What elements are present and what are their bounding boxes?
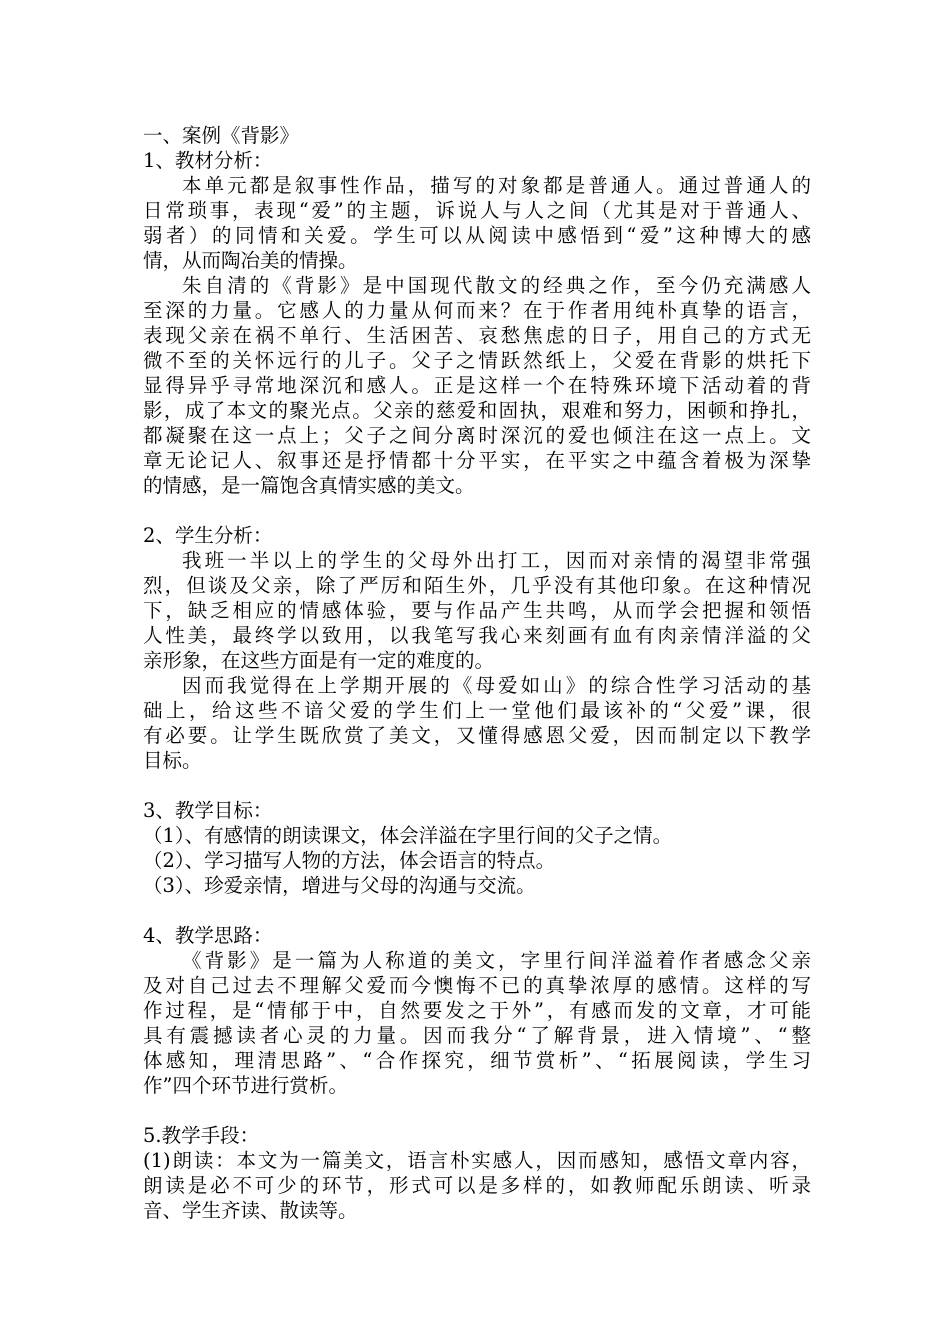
paragraph-line: 的情感，是一篇饱含真情实感的美文。 <box>143 474 475 497</box>
objective-item: （3）、珍爱亲情，增进与父母的沟通与交流。 <box>143 874 536 897</box>
paragraph-line: 微不至的关怀远行的儿子。父子之情跃然纸上，父爱在背影的烘托下 <box>143 349 811 372</box>
paragraph-line: 础上，给这些不谙父爱的学生们上一堂他们最该补的“父爱”课，很 <box>143 699 811 722</box>
paragraph-line: 都凝聚在这一点上；父子之间分离时深沉的爱也倾注在这一点上。文 <box>143 424 811 447</box>
paragraph-line: 体感知，理清思路”、“合作探究，细节赏析”、“拓展阅读，学生习 <box>143 1049 811 1072</box>
paragraph-line: 朗读是必不可少的环节，形式可以是多样的，如教师配乐朗读、听录 <box>143 1174 811 1197</box>
objective-item: （2）、学习描写人物的方法，体会语言的特点。 <box>143 849 556 872</box>
objective-item: （1）、有感情的朗读课文，体会洋溢在字里行间的父子之情。 <box>143 824 673 847</box>
blank-line <box>143 498 811 523</box>
blank-line <box>143 773 811 798</box>
paragraph-line: 我班一半以上的学生的父母外出打工，因而对亲情的渴望非常强 <box>182 549 811 572</box>
blank-line <box>143 1098 811 1123</box>
section-heading: 1、教材分析： <box>143 149 273 172</box>
paragraph-line: (1)朗读：本文为一篇美文，语言朴实感人，因而感知，感悟文章内容， <box>143 1149 811 1172</box>
paragraph-line: 表现父亲在祸不单行、生活困苦、哀愁焦虑的日子，用自己的方式无 <box>143 324 811 347</box>
paragraph-line: 具有震撼读者心灵的力量。因而我分“了解背景，进入情境”、“整 <box>143 1024 811 1047</box>
paragraph-line: 至深的力量。它感人的力量从何而来？在于作者用纯朴真挚的语言， <box>143 299 811 322</box>
blank-line <box>143 898 811 923</box>
paragraph-line: 目标。 <box>143 749 202 772</box>
paragraph-line: 朱自清的《背影》是中国现代散文的经典之作，至今仍充满感人 <box>182 274 811 297</box>
section-heading: 5.教学手段： <box>143 1124 260 1147</box>
paragraph-line: 《背影》是一篇为人称道的美文，字里行间洋溢着作者感念父亲 <box>182 949 811 972</box>
document-page <box>143 123 811 1223</box>
paragraph-line: 人性美，最终学以致用，以我笔写我心来刻画有血有肉亲情洋溢的父 <box>143 624 811 647</box>
document-title: 一、案例《背影》 <box>143 124 300 147</box>
paragraph-line: 亲形象，在这些方面是有一定的难度的。 <box>143 649 495 672</box>
paragraph-line: 影，成了本文的聚光点。父亲的慈爱和固执，艰难和努力，困顿和挣扎， <box>143 399 811 422</box>
paragraph-line: 弱者）的同情和关爱。学生可以从阅读中感悟到“爱”这种博大的感 <box>143 224 811 247</box>
paragraph-line: 章无论记人、叙事还是抒情都十分平实，在平实之中蕴含着极为深挚 <box>143 449 811 472</box>
paragraph-line: 音、学生齐读、散读等。 <box>143 1199 358 1222</box>
paragraph-line: 情，从而陶冶美的情操。 <box>143 249 358 272</box>
section-heading: 4、教学思路： <box>143 924 273 947</box>
paragraph-line: 下，缺乏相应的情感体验，要与作品产生共鸣，从而学会把握和领悟 <box>143 599 811 622</box>
paragraph-line: 烈，但谈及父亲，除了严厉和陌生外，几乎没有其他印象。在这种情况 <box>143 574 811 597</box>
section-heading: 3、教学目标： <box>143 799 273 822</box>
paragraph-line: 本单元都是叙事性作品，描写的对象都是普通人。通过普通人的 <box>182 174 811 197</box>
paragraph-line: 作”四个环节进行赏析。 <box>143 1074 348 1097</box>
paragraph-line: 作过程，是“情郁于中，自然要发之于外”，有感而发的文章，才可能 <box>143 999 811 1022</box>
paragraph-line: 因而我觉得在上学期开展的《母爱如山》的综合性学习活动的基 <box>182 674 811 697</box>
paragraph-line: 有必要。让学生既欣赏了美文，又懂得感恩父爱，因而制定以下教学 <box>143 724 811 747</box>
paragraph-line: 日常琐事，表现“爱”的主题，诉说人与人之间（尤其是对于普通人、 <box>143 199 811 222</box>
section-heading: 2、学生分析： <box>143 524 273 547</box>
paragraph-line: 显得异乎寻常地深沉和感人。正是这样一个在特殊环境下活动着的背 <box>143 374 811 397</box>
paragraph-line: 及对自己过去不理解父爱而今懊悔不已的真挚浓厚的感情。这样的写 <box>143 974 811 997</box>
